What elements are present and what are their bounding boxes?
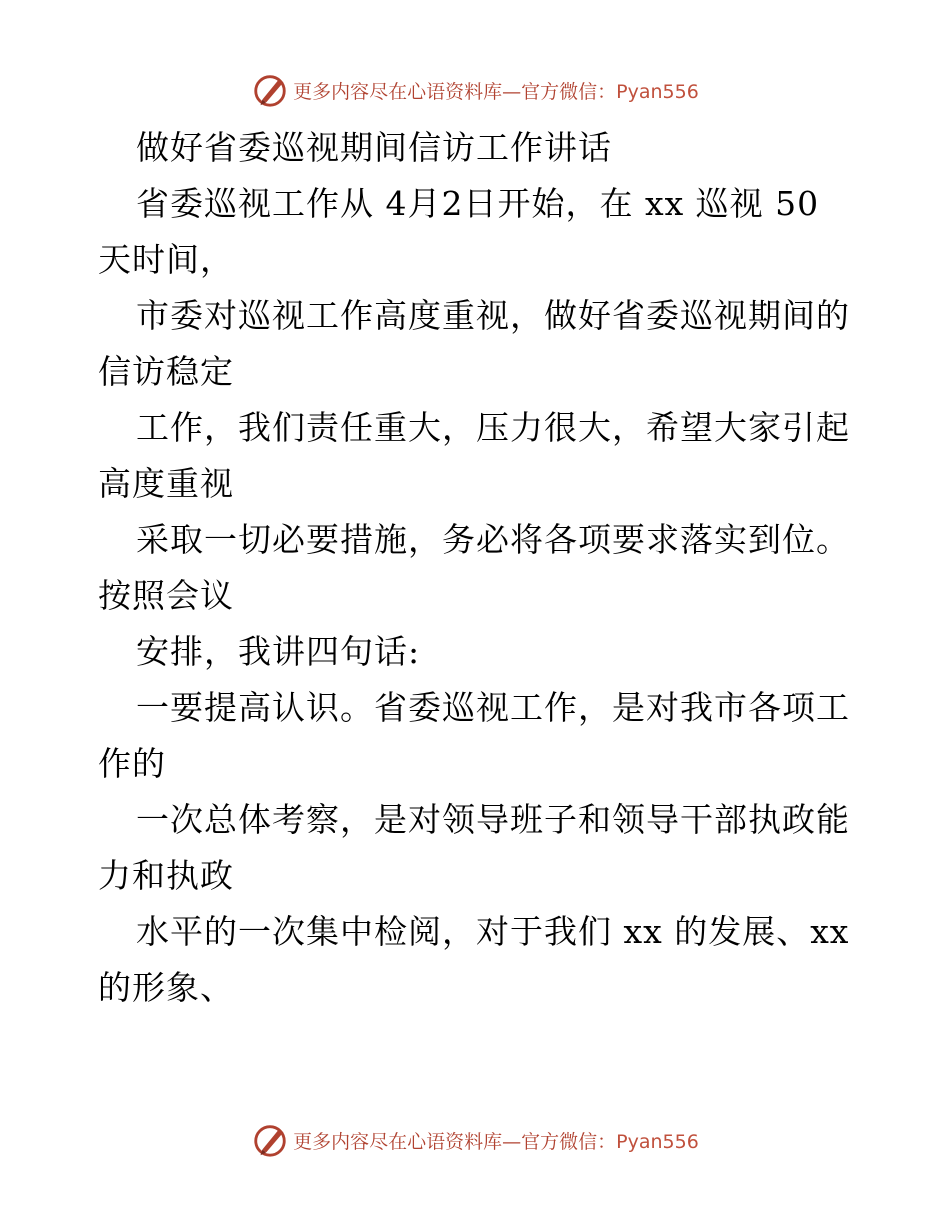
document-body xyxy=(98,120,858,1016)
document-line: 工作，我们责任重大，压力很大，希望大家引起 xyxy=(136,408,850,447)
document-line: 做好省委巡视期间信访工作讲话 xyxy=(136,128,612,167)
document-line: 采取一切必要措施，务必将各项要求落实到位。 xyxy=(136,520,850,559)
watermark-text: 更多内容尽在心语资料库—官方微信：Pyan556 xyxy=(293,80,699,103)
pen-logo-icon xyxy=(251,71,289,109)
document-line: 一次总体考察，是对领导班子和领导干部执政能 xyxy=(136,800,850,839)
document-line: 按照会议 xyxy=(98,576,234,615)
document-line: 的形象、 xyxy=(98,968,234,1007)
document-line: 一要提高认识。省委巡视工作，是对我市各项工 xyxy=(136,688,850,727)
document-line: 省委巡视工作从 4月2日开始，在 xx 巡视 50 xyxy=(136,184,820,223)
document-line: 信访稳定 xyxy=(98,352,234,391)
pen-logo-icon xyxy=(251,1121,289,1159)
document-line: 安排，我讲四句话: xyxy=(136,632,421,671)
document-line: 天时间， xyxy=(98,240,234,279)
document-line: 高度重视 xyxy=(98,464,234,503)
document-line: 水平的一次集中检阅，对于我们 xx 的发展、xx xyxy=(136,912,850,951)
document-line: 力和执政 xyxy=(98,856,234,895)
document-line: 市委对巡视工作高度重视，做好省委巡视期间的 xyxy=(136,296,850,335)
document-line: 作的 xyxy=(98,744,166,783)
watermark-text: 更多内容尽在心语资料库—官方微信：Pyan556 xyxy=(293,1130,699,1153)
footer-watermark xyxy=(0,1120,950,1160)
header-watermark xyxy=(0,70,950,110)
